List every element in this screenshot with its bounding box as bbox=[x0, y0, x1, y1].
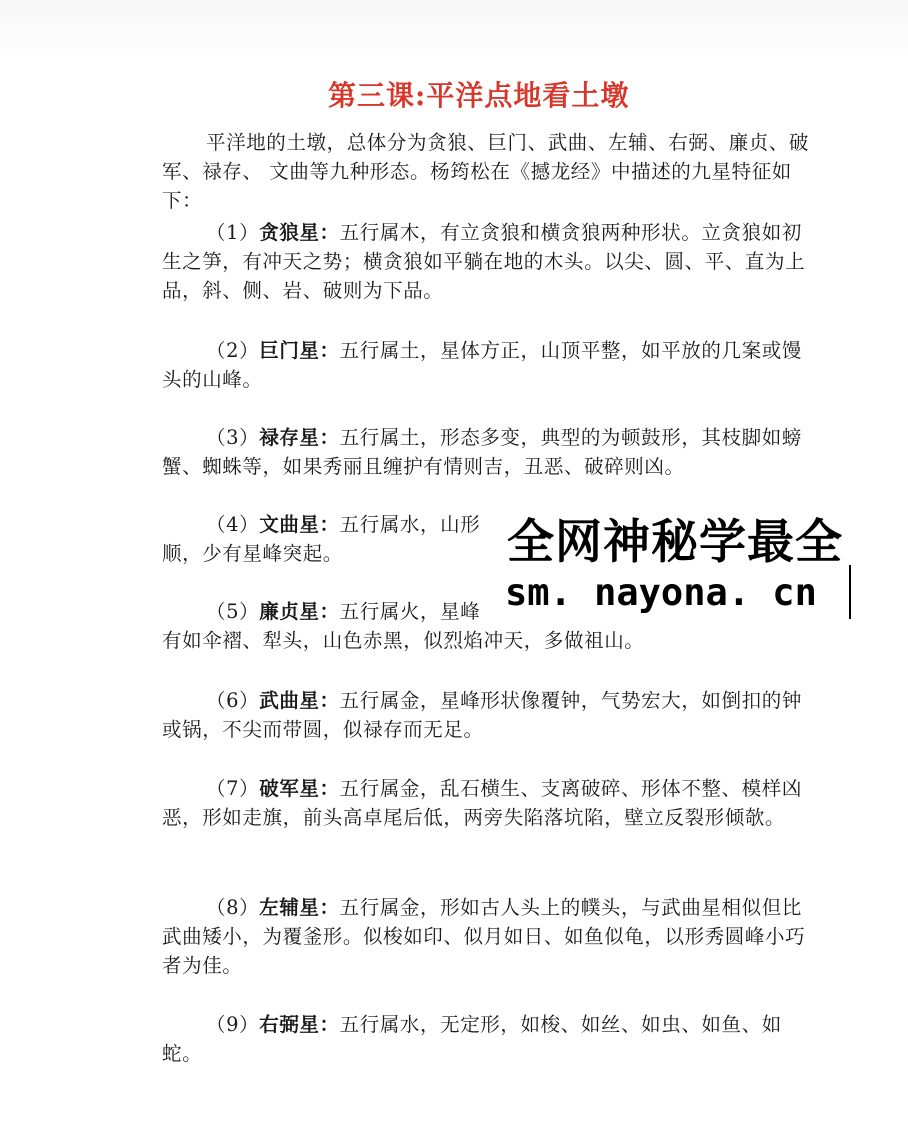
item-number: （3） bbox=[206, 426, 260, 449]
star-description: 五行属木，有立贪狼和横贪狼两种形状。立贪狼如初生之笋，有冲天之势；横贪狼如平躺在地的木头。以尖、圆、平、直为上品，斜、侧、岩、破则为下品。 bbox=[162, 221, 806, 302]
item-number: （4） bbox=[206, 513, 260, 536]
star-description: 五行属水，山形 bbox=[339, 513, 481, 536]
watermark-url: sm. nayona. cn bbox=[505, 571, 817, 614]
star-description-continued: 有如伞褶、犁头，山色赤黑，似烈焰冲天，多做祖山。 bbox=[162, 629, 645, 652]
star-description: 五行属金，形如古人头上的幞头，与武曲星相似但比武曲矮小，为覆釜形。似梭如印、似月如日、如鱼似龟，以形秀圆峰小巧者为佳。 bbox=[162, 896, 806, 977]
star-name: 巨门星： bbox=[259, 339, 340, 362]
item-number: （9） bbox=[206, 1013, 260, 1036]
star-name: 武曲星： bbox=[259, 689, 340, 712]
star-item-6 bbox=[162, 686, 812, 744]
page-title: 第三课:平洋点地看土墩 bbox=[328, 79, 630, 112]
star-description: 五行属水，无定形，如梭、如丝、如虫、如鱼、如蛇。 bbox=[162, 1013, 782, 1065]
star-name: 廉贞星： bbox=[259, 600, 340, 623]
star-item-2 bbox=[162, 336, 812, 394]
item-number: （5） bbox=[206, 600, 260, 623]
star-name: 禄存星： bbox=[259, 426, 340, 449]
intro-paragraph: 平洋地的土墩，总体分为贪狼、巨门、武曲、左辅、右弼、廉贞、破军、禄存、 文曲等九种形态。杨筠松在《撼龙经》中描述的九星特征如下： bbox=[162, 131, 810, 212]
star-name: 文曲星： bbox=[259, 513, 340, 536]
item-number: （6） bbox=[206, 689, 260, 712]
star-description: 五行属金，乱石横生、支离破碎、形体不整、模样凶恶，形如走旗，前头高卓尾后低，两旁失陷落坑陷，壁立反裂形倾欹。 bbox=[162, 777, 802, 829]
star-description: 五行属金，星峰形状像覆钟，气势宏大，如倒扣的钟或锅，不尖而带圆，似禄存而无足。 bbox=[162, 689, 802, 741]
star-item-9 bbox=[162, 1010, 812, 1068]
star-name: 右弼星： bbox=[259, 1013, 340, 1036]
star-name: 破军星： bbox=[259, 777, 340, 800]
star-description: 五行属土，形态多变，典型的为顿鼓形，其枝脚如螃蟹、蜘蛛等，如果秀丽且缠护有情则吉，丑恶、破碎则凶。 bbox=[162, 426, 802, 478]
watermark-overlay bbox=[497, 505, 908, 625]
item-number: （2） bbox=[206, 339, 260, 362]
star-description: 五行属火，星峰 bbox=[339, 600, 481, 623]
item-number: （1） bbox=[206, 221, 260, 244]
star-description-continued: 顺，少有星峰突起。 bbox=[162, 542, 343, 565]
watermark-title: 全网神秘学最全 bbox=[507, 515, 843, 570]
text-cursor bbox=[849, 565, 851, 619]
star-item-1 bbox=[162, 218, 812, 305]
star-item-3 bbox=[162, 423, 812, 481]
star-item-7 bbox=[162, 774, 812, 832]
star-name: 贪狼星： bbox=[259, 221, 340, 244]
item-number: （8） bbox=[206, 896, 260, 919]
star-name: 左辅星： bbox=[259, 896, 340, 919]
star-item-8 bbox=[162, 893, 812, 980]
star-description: 五行属土，星体方正，山顶平整，如平放的几案或馒头的山峰。 bbox=[162, 339, 802, 391]
item-number: （7） bbox=[206, 777, 260, 800]
